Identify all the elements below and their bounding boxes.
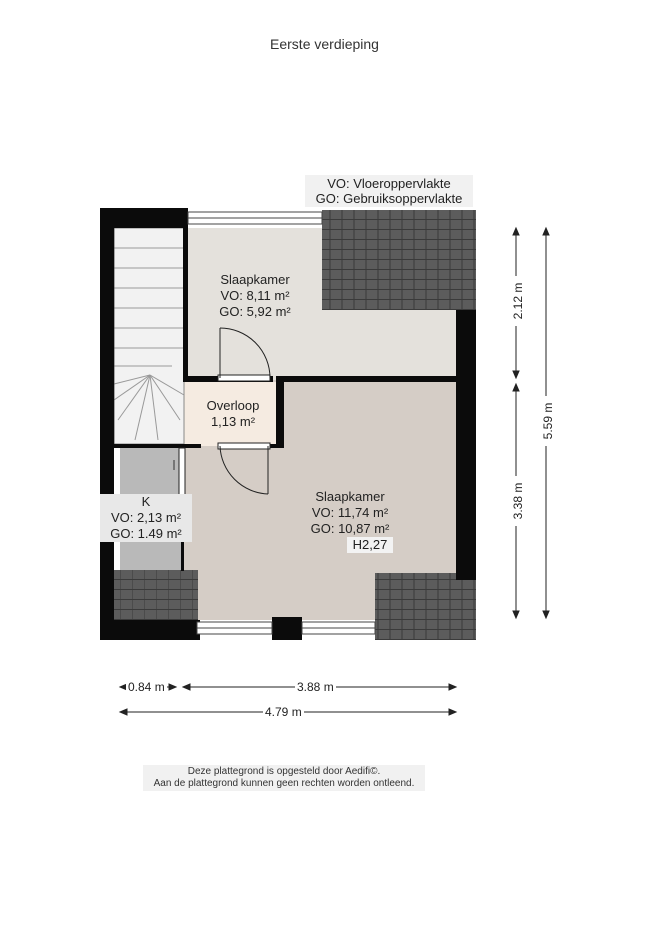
room-vo: VO: 2,13 m² bbox=[110, 510, 182, 525]
roof-bottom-right bbox=[375, 573, 476, 640]
dim-height-bottom: 3.38 m bbox=[511, 476, 525, 526]
room-label-slaapkamer-bottom bbox=[294, 489, 406, 537]
room-vo: VO: 11,74 m² bbox=[311, 505, 389, 520]
room-go: GO: 10,87 m² bbox=[310, 521, 390, 536]
room-vo: VO: 8,11 m² bbox=[220, 288, 290, 303]
room-go: GO: 1.49 m² bbox=[110, 526, 182, 541]
disclaimer bbox=[143, 765, 425, 791]
floor-title: Eerste verdieping bbox=[270, 36, 379, 52]
disclaimer-line-1: Deze plattegrond is opgesteld door Aedifi©. bbox=[187, 766, 381, 777]
room-go: GO: 5,92 m² bbox=[219, 304, 291, 319]
room-label-k bbox=[100, 494, 192, 542]
dim-height-top: 2.12 m bbox=[511, 276, 525, 326]
legend bbox=[305, 175, 473, 207]
room-name: K bbox=[141, 494, 151, 509]
disclaimer-line-2: Aan de plattegrond kunnen geen rechten worden ontleend. bbox=[153, 778, 415, 789]
dim-height-total: 5.59 m bbox=[541, 396, 555, 446]
room-label-slaapkamer-top bbox=[200, 272, 310, 320]
legend-vo: VO: Vloeroppervlakte bbox=[327, 176, 451, 191]
room-name: Slaapkamer bbox=[220, 272, 290, 287]
legend-go: GO: Gebruiksoppervlakte bbox=[315, 191, 463, 206]
room-name: Slaapkamer bbox=[315, 489, 385, 504]
roof-top-right bbox=[322, 210, 476, 310]
room-height: H2,27 bbox=[347, 537, 393, 553]
room-name: Overloop bbox=[206, 398, 260, 413]
room-label-overloop bbox=[193, 398, 273, 430]
dim-width-stair: 0.84 m bbox=[128, 680, 165, 694]
staircase bbox=[114, 228, 184, 444]
dim-width-rooms: 3.88 m bbox=[297, 680, 334, 694]
room-area: 1,13 m² bbox=[210, 414, 256, 429]
dim-width-total: 4.79 m bbox=[265, 705, 302, 719]
